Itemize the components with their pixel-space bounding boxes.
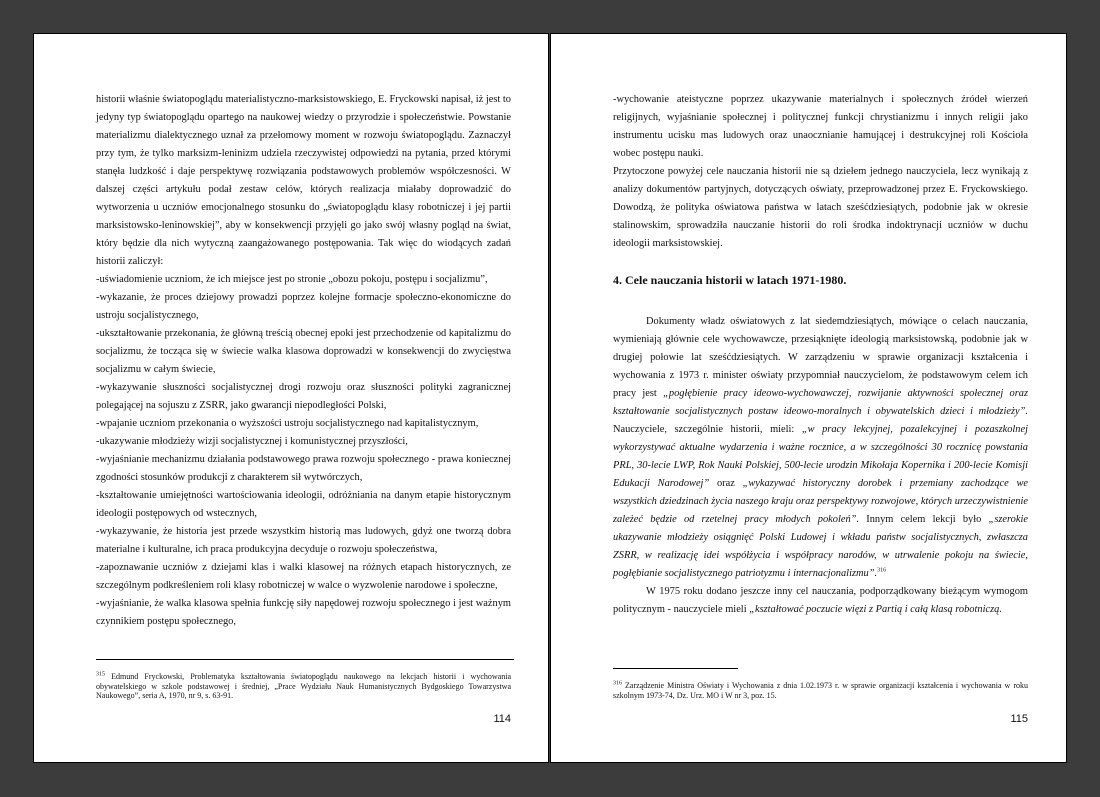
footnote-divider — [96, 659, 514, 660]
section-heading: 4. Cele nauczania historii w latach 1971-1980. — [613, 273, 847, 287]
list-item: -zapoznawanie uczniów z dziejami klas i walki klasowej na różnych etapach historycznych, ze szczególnym podkreśleniem roli klasy robotniczej w walce o wyzwolenie narodowe i społeczne, — [96, 562, 511, 591]
footnote — [96, 672, 511, 701]
paragraph: Przytoczone powyżej cele nauczania historii nie są dziełem jednego nauczyciela, lecz wynikają z analizy dokumentów partyjnych, dotyczących oświaty, przeprowadzonej przez E. Fryckowskiego. Dowodzą, że polityka oświatowa państwa w latach sześćdziesiątych, podobnie jak w okresie stalinowskim, sprowadziła nauczanie historii do roli środka indoktrynacji uczniów w duchu ideologii marksistowskiej. — [613, 166, 1028, 249]
paragraph — [613, 313, 1028, 583]
right-page-body — [613, 91, 1028, 619]
text-run: oraz — [709, 478, 743, 489]
quote: „wykazywać historyczny dorobek i przemiany zachodzące we wszystkich dziedzinach życia naszego kraju oraz perspektywy rozwojowe, których urzeczywistnienie zależeć będzie od rzetelnej pracy młodych pokoleń”. — [613, 478, 1029, 525]
page-number: 115 — [1010, 713, 1028, 725]
paragraph: -wychowanie ateistyczne poprzez ukazywanie materialnych i społecznych źródeł wierzeń religijnych, wyjaśnianie społecznej i politycznej funkcji chrystianizmu i innych religii jako instrumentu ucisku mas ludowych oraz unaocznianie hamującej i destrukcyjnej roli Kościoła wobec postępu nauki. — [613, 94, 1028, 159]
list-item: -uświadomienie uczniom, że ich miejsce jest po stronie „obozu pokoju, postępu i socjalizmu”, — [96, 274, 488, 285]
list-item: -ukazywanie młodzieży wizji socjalistycznej i komunistycznej przyszłości, — [96, 436, 408, 447]
footnote-text: Edmund Fryckowski, Problematyka kształtowania światopoglądu naukowego na lekcjach historii i wychowania obywatelskiego w szkole podstawowej i średniej, „Prace Wydziału Nauk Humanistycznych Bydgoskiego Towarzystwa Naukowego”, seria A, 1970, nr 9, s. 63-91. — [96, 672, 511, 700]
list-item: -wpajanie uczniom przekonania o wyższości ustroju socjalistycznego nad kapitalistycznym, — [96, 418, 479, 429]
text-run: Nauczyciele, szczególnie historii, mieli: — [613, 424, 802, 435]
list-item: -wykazywanie słuszności socjalistycznej drogi rozwoju oraz słuszności polityki zagranicznej polegającej na sojuszu z ZSRR, jako gwarancji niepodległości Polski, — [96, 382, 511, 411]
footnote-number: 316 — [613, 680, 622, 687]
footnote-number: 315 — [96, 671, 105, 678]
footnote-reference: 316 — [877, 567, 887, 574]
paragraph: historii właśnie światopoglądu materialistyczno-marksistowskiego, E. Fryckowski napisał, iż jest to jedyny typ światopoglądu opartego na naukowej wiedzy o przyrodzie i społeczeństwie. Powstanie materializmu dialektycznego uznał za przełomowy moment w rozwoju światopoglądu. Zaznaczył przy tym, że tylko marksizm-leninizm udziela rzeczywistej odpowiedzi na pytania, przed którymi stanęła ludzkość i daje perspektywę rozwiązania podstawowych problemów współczesności. W dalszej części artykułu podał zestaw celów, których realizacja miałaby doprowadzić do wytworzenia u uczniów emocjonalnego stosunku do „światopoglądu klasy robotniczej i jej partii marksistowsko-leninowskiej”, aby w konsekwencji przyjęli go jako swój własny pogląd na świat, który będzie dla nich wytyczną zaangażowanego postępowania. Tak więc do wiodących zadań historii zaliczył: — [96, 94, 511, 267]
quote: „szerokie ukazywanie młodzieży osiągnięć Polski Ludowej i wkładu państw socjalistycznych, zwłaszcza ZSRR, w realizację idei współżycia i współpracy narodów, w utrwalenie pokoju na świecie, pogłębianie socjalistycznego patriotyzmu i internacjonalizmu”. — [613, 514, 1028, 579]
text-run: Innym celem lekcji było — [859, 514, 989, 525]
list-item: -wykazanie, że proces dziejowy prowadzi poprzez kolejne formacje społeczno-ekonomiczne do ustroju socjalistycznego, — [96, 292, 511, 321]
footnote-text: Zarządzenie Ministra Oświaty i Wychowania z dnia 1.02.1973 r. w sprawie organizacji kształcenia i wychowania w roku szkolnym 1973-74, Dz. Urz. MO i W nr 3, poz. 15. — [613, 681, 1028, 700]
footnote — [613, 681, 1028, 700]
quote: „w pracy lekcyjnej, pozalekcyjnej i pozaszkolnej wykorzystywać aktualne wydarzenia i ważne rocznice, a w szczególności 30 rocznicę powstania PRL, 30-lecie LWP, Rok Nauki Polskiej, 500-lecie urodzin Mikołaja Kopernika i 200-lecie Komisji Edukacji Narodowej” — [613, 424, 1028, 489]
list-item: -wyjaśnianie, że walka klasowa spełnia funkcję siły napędowej rozwoju społecznego i jest ważnym czynnikiem postępu społecznego, — [96, 598, 511, 627]
list-item: -wyjaśnianie mechanizmu działania podstawowego prawa rozwoju społecznego - prawa koniecznej zgodności stosunków produkcji z charakterem sił wytwórczych, — [96, 454, 511, 483]
list-item: -wykazywanie, że historia jest przede wszystkim historią mas ludowych, gdyż one tworzą dobra materialne i kulturalne, ich praca produkcyjna decyduje o rozwoju społeczeństwa, — [96, 526, 511, 555]
quote: „kształtować poczucie więzi z Partią i całą klasą robotniczą. — [749, 604, 1002, 615]
footnote-divider — [613, 668, 738, 669]
text-run: W 1975 roku dodano jeszcze inny cel nauczania, podporządkowany bieżącym wymogom politycznym - nauczyciele mieli — [613, 586, 1028, 615]
list-item: -kształtowanie umiejętności wartościowania ideologii, odróżniania na danym etapie historycznym ideologii postępowych od wstecznych, — [96, 490, 511, 519]
left-page — [33, 33, 549, 763]
page-number: 114 — [493, 713, 511, 725]
list-item: -ukształtowanie przekonania, że główną treścią obecnej epoki jest przechodzenie od kapitalizmu do socjalizmu, że tocząca się w świecie walka klasowa doprowadzi w konsekwencji do zwycięstwa socjalizmu w całym świecie, — [96, 328, 511, 375]
paragraph — [613, 583, 1028, 619]
left-page-body — [96, 91, 511, 631]
right-page — [550, 33, 1067, 763]
text-run: Dokumenty władz oświatowych z lat siedemdziesiątych, mówiące o celach nauczania, wymieniają głównie cele wychowawcze, przesiąknięte ideologią marksistowską, podobnie jak w drugiej połowie lat sześćdziesiątych. W zarządzeniu w sprawie organizacji kształcenia i wychowania z 1973 r. minister oświaty przypomniał nauczycielom, że podstawowym celem ich pracy jest — [613, 316, 1028, 399]
quote: „pogłębienie pracy ideowo-wychowawczej, rozwijanie aktywności społecznej oraz kształtowanie socjalistycznych postaw ideowo-moralnych i obywatelskich dzieci i młodzieży”. — [613, 388, 1028, 417]
